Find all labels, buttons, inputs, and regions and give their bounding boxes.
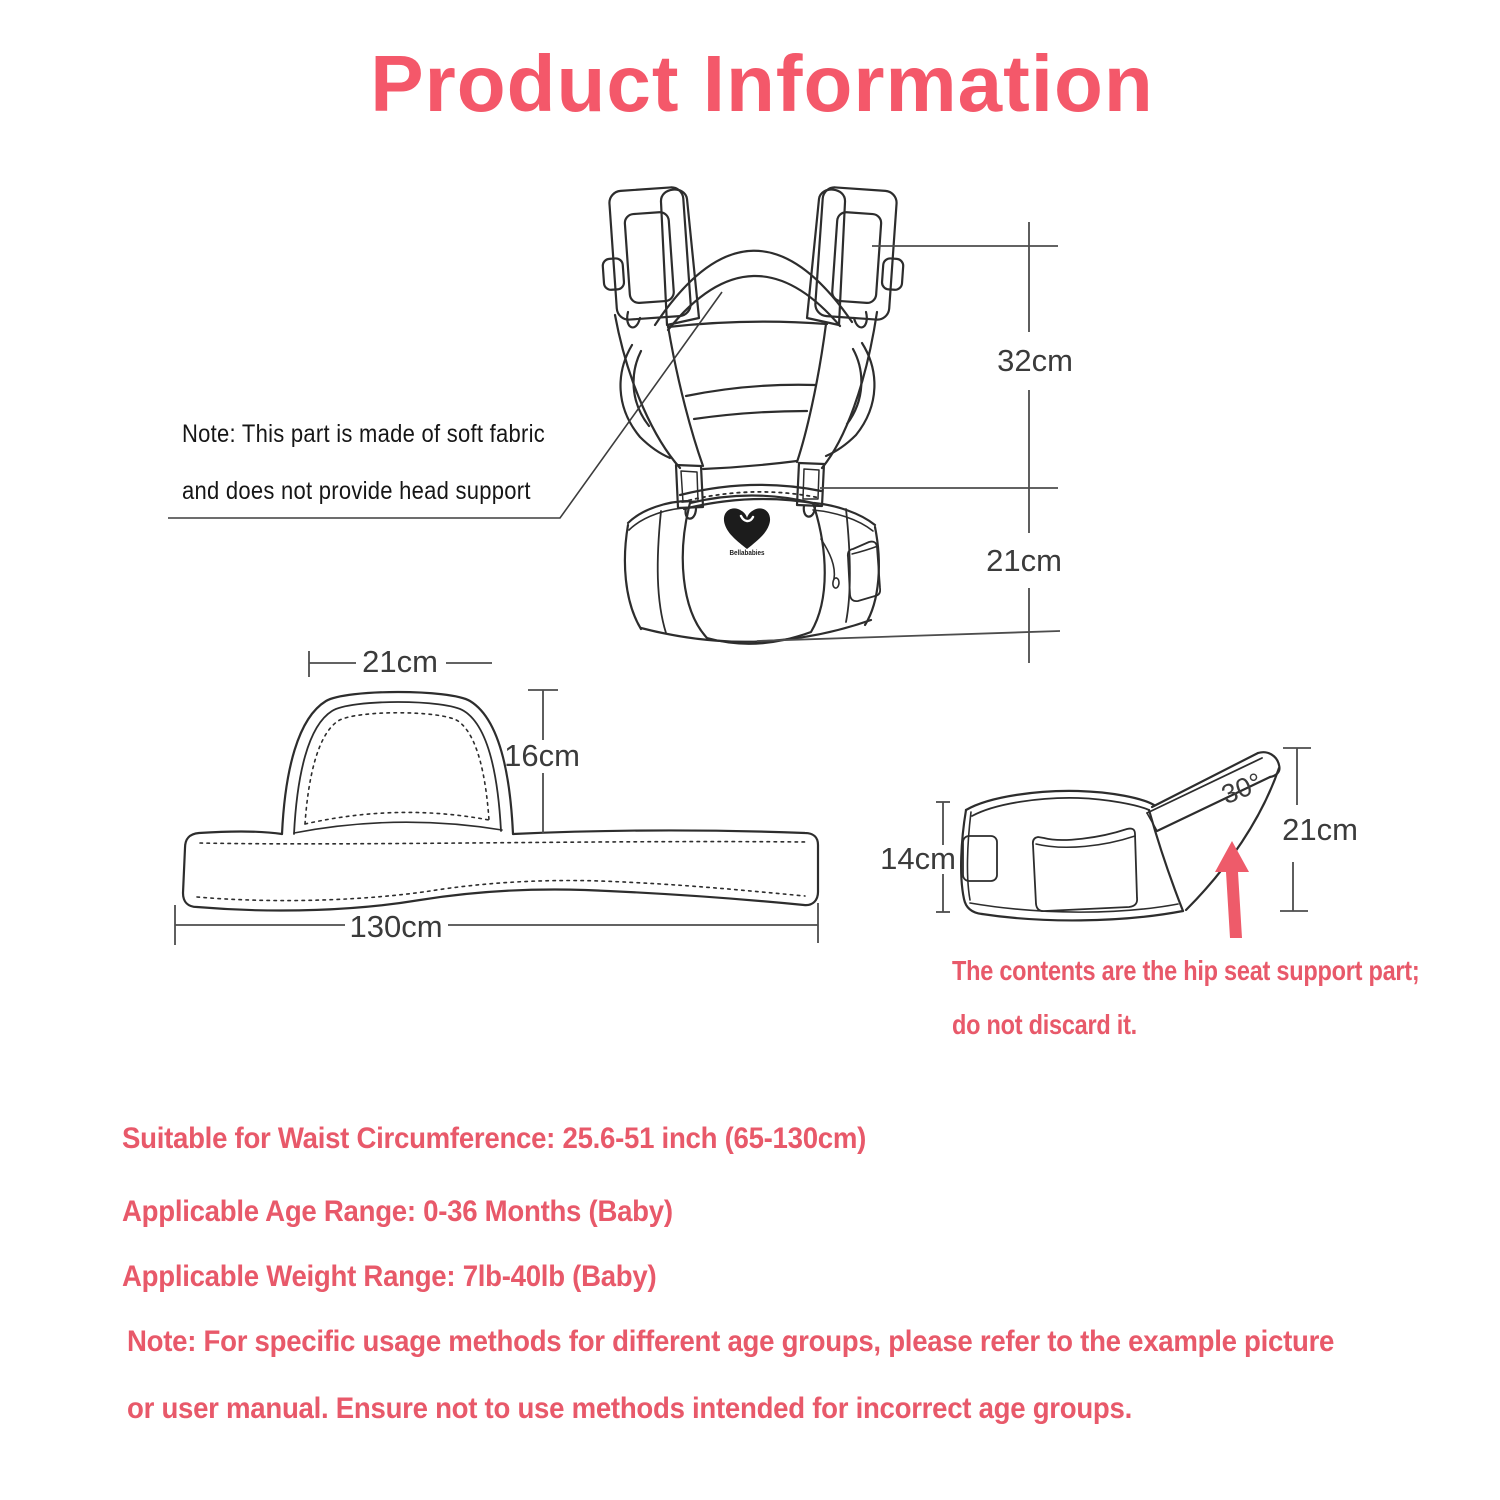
carrier-left-strap-top [661,190,699,325]
carrier-note-line2: and does not provide head support [182,477,531,505]
spec-usage-note-line2: or user manual. Ensure not to use methods intended for incorrect age groups. [127,1392,1132,1425]
belt-dimension-lines [175,651,818,945]
spec-waist-circumference: Suitable for Waist Circumference: 25.6-51 inch (65-130cm) [122,1122,867,1155]
hipseat-note-line2: do not discard it. [952,1009,1137,1040]
spec-usage-note-line1: Note: For specific usage methods for different age groups, please refer to the example picture [127,1325,1335,1358]
hipseat-note-line1: The contents are the hip seat support part; [952,955,1420,986]
carrier-drawing [598,187,909,644]
hipseat-seat-height-label: 21cm [1282,812,1358,847]
carrier-note-line1: Note: This part is made of soft fabric [182,420,545,448]
carrier-right-shoulder-pad [815,187,909,322]
belt-handle-width-label: 21cm [362,644,438,679]
carrier-dim-lower-label: 21cm [986,543,1062,578]
spec-weight-range: Applicable Weight Range: 7lb-40lb (Baby) [122,1260,657,1293]
carrier-left-shoulder-pad [598,187,692,322]
carrier-dim-upper-label: 32cm [997,343,1073,378]
hipseat-angle-label: 30° [1217,766,1267,811]
belt-length-label: 130cm [349,909,443,944]
up-arrow-icon [1215,841,1249,938]
hipseat-pocket [1033,829,1137,912]
heart-logo-icon [724,508,770,549]
belt-handle-height-label: 16cm [504,738,580,773]
brand-logo-text: Bellababies [729,550,765,557]
carrier-right-strap [822,312,877,468]
spec-age-range: Applicable Age Range: 0-36 Months (Baby) [122,1195,673,1228]
waist-belt-drawing [183,692,818,911]
hipseat-band-height-label: 14cm [880,841,956,876]
carrier-right-strap-top [807,190,845,325]
page-title: Product Information [370,39,1154,128]
